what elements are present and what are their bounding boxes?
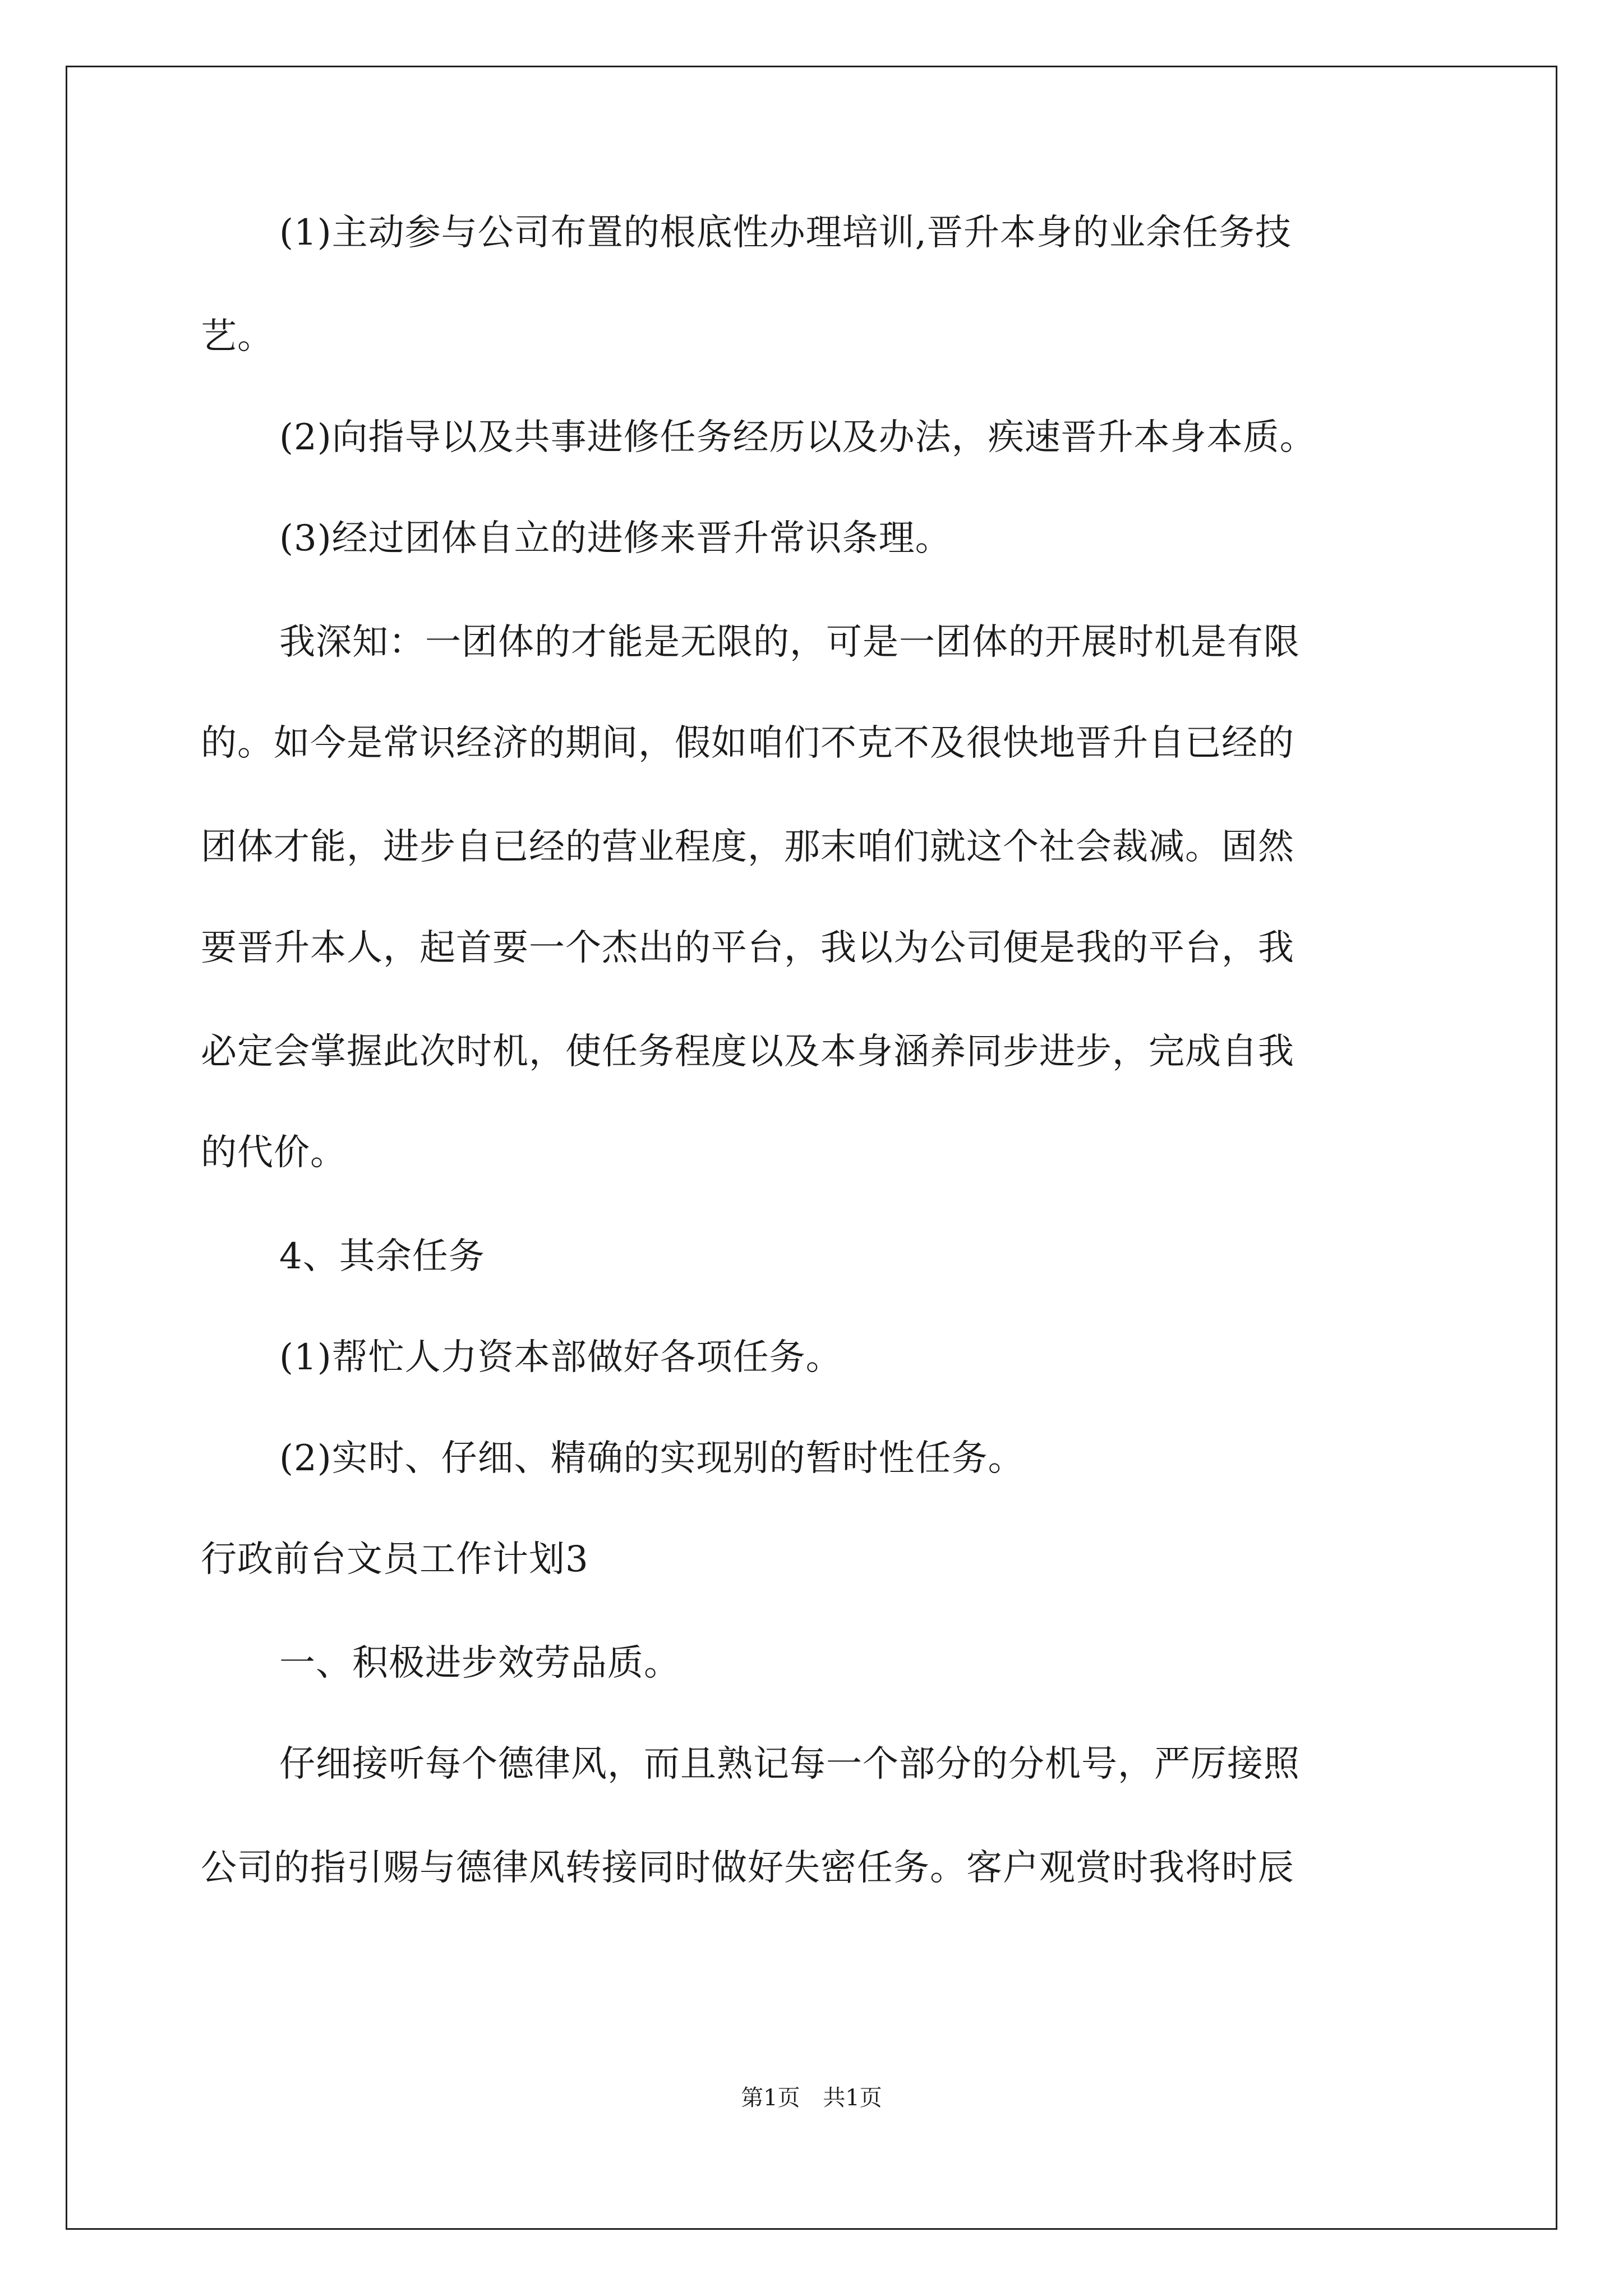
- paragraph-line: 必定会掌握此次时机，使任务程度以及本身涵养同步进步，完成自我: [201, 1031, 1294, 1073]
- page-number: 第1页: [741, 2085, 800, 2111]
- section-heading: 一、积极进步效劳品质。: [279, 1642, 680, 1684]
- paragraph-line: 团体才能，进步自已经的营业程度，那末咱们就这个社会裁减。固然: [201, 826, 1294, 868]
- section-heading: 4、其余任务: [279, 1236, 485, 1277]
- page-footer: [0, 2082, 1623, 2114]
- paragraph-line: 的。如今是常识经济的期间，假如咱们不克不及很快地晋升自已经的: [201, 723, 1294, 764]
- paragraph-line: (3)经过团体自立的进修来晋升常识条理。: [279, 518, 952, 559]
- page-total: 共1页: [823, 2085, 882, 2111]
- paragraph-line: (2)向指导以及共事进修任务经历以及办法，疾速晋升本身本质。: [279, 417, 1316, 458]
- document-title: 行政前台文员工作计划3: [201, 1539, 589, 1580]
- paragraph-line: 仔细接听每个德律风，而且熟记每一个部分的分机号，严厉接照: [279, 1743, 1300, 1785]
- paragraph-line: 艺。: [201, 316, 274, 357]
- paragraph-line: (2)实时、仔细、精确的实现别的暂时性任务。: [279, 1438, 1025, 1479]
- paragraph-line: 我深知：一团体的才能是无限的，可是一团体的开展时机是有限: [279, 622, 1300, 663]
- paragraph-line: (1)主动参与公司布置的根底性办理培训,晋升本身的业余任务技: [279, 212, 1292, 254]
- paragraph-line: 公司的指引赐与德律风转接同时做好失密任务。客户观赏时我将时辰: [201, 1847, 1294, 1889]
- paragraph-line: 要晋升本人，起首要一个杰出的平台，我以为公司便是我的平台，我: [201, 927, 1294, 969]
- paragraph-line: (1)帮忙人力资本部做好各项任务。: [279, 1337, 842, 1378]
- paragraph-line: 的代价。: [201, 1132, 347, 1174]
